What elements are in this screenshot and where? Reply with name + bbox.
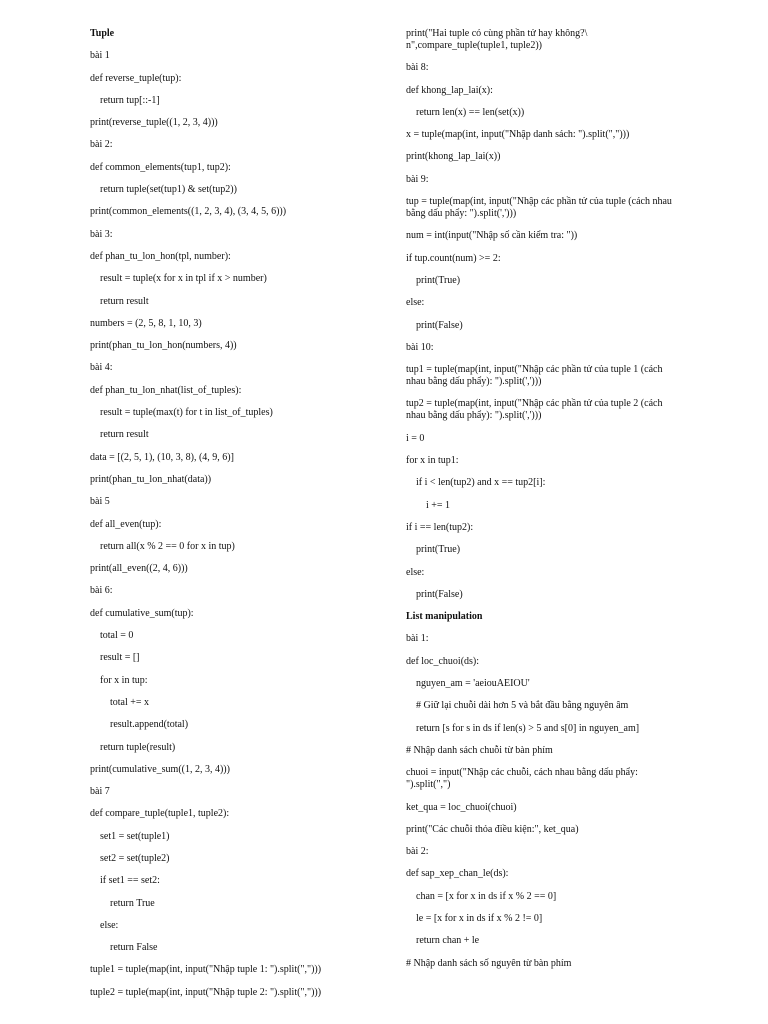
code-line: le = [x for x in ds if x % 2 != 0] bbox=[416, 912, 543, 924]
code-line: i = 0 bbox=[406, 432, 425, 444]
code-line: return True bbox=[110, 897, 155, 909]
code-line: def reverse_tuple(tup): bbox=[90, 72, 182, 84]
code-line: chan = [x for x in ds if x % 2 == 0] bbox=[416, 890, 557, 902]
code-line: def phan_tu_lon_nhat(list_of_tuples): bbox=[90, 384, 242, 396]
code-line: return False bbox=[110, 942, 158, 954]
code-line: set1 = set(tuple1) bbox=[100, 830, 170, 842]
code-line: if i == len(tup2): bbox=[406, 521, 474, 533]
right-column bbox=[406, 28, 686, 980]
code-line: print(khong_lap_lai(x)) bbox=[406, 151, 501, 163]
code-line: bài 10: bbox=[406, 341, 434, 353]
code-line: print(cumulative_sum((1, 2, 3, 4))) bbox=[90, 763, 230, 775]
code-line: nguyen_am = 'aeiouAEIOU' bbox=[416, 678, 530, 690]
code-line: total = 0 bbox=[100, 630, 134, 642]
code-line: i += 1 bbox=[426, 499, 451, 511]
code-line: return len(x) == len(set(x)) bbox=[416, 106, 525, 118]
code-line: result = tuple(x for x in tpl if x > number) bbox=[100, 273, 267, 285]
code-line: print("Các chuỗi thỏa điều kiện:", ket_qua) bbox=[406, 823, 579, 835]
code-line: if set1 == set2: bbox=[100, 875, 160, 887]
code-line: for x in tup: bbox=[100, 674, 148, 686]
code-line: bài 4: bbox=[90, 362, 113, 374]
code-line: print(reverse_tuple((1, 2, 3, 4))) bbox=[90, 117, 218, 129]
code-line: print("Hai tuple có cùng phần tử hay không?\ n",compare_tuple(tuple1, tuple2)) bbox=[406, 28, 588, 51]
code-line: return tup[::-1] bbox=[100, 94, 160, 106]
code-line: # Nhập danh sách số nguyên từ bàn phím bbox=[406, 957, 572, 969]
code-line: bài 8: bbox=[406, 62, 429, 74]
code-line: ket_qua = loc_chuoi(chuoi) bbox=[406, 801, 517, 813]
code-line: else: bbox=[100, 919, 119, 931]
code-line: return result bbox=[100, 295, 149, 307]
code-line: def khong_lap_lai(x): bbox=[406, 84, 493, 96]
code-line: def phan_tu_lon_hon(tpl, number): bbox=[90, 250, 231, 262]
code-line: set2 = set(tuple2) bbox=[100, 852, 170, 864]
code-line: def common_elements(tup1, tup2): bbox=[90, 161, 231, 173]
code-line: tup = tuple(map(int, input("Nhập các phần tử của tuple (cách nhau bằng dấu phẩy: ").split(','))) bbox=[406, 196, 672, 220]
code-line: # Nhập danh sách chuỗi từ bàn phím bbox=[406, 744, 553, 756]
code-line: result = tuple(max(t) for t in list_of_tuples) bbox=[100, 407, 273, 419]
code-line: tup1 = tuple(map(int, input("Nhập các phần tử của tuple 1 (cách nhau bằng dấu phẩy): ").split(','))) bbox=[406, 364, 663, 388]
code-line: bài 2: bbox=[406, 846, 429, 858]
code-line: print(False) bbox=[416, 319, 463, 331]
code-line: return tuple(set(tup1) & set(tup2)) bbox=[100, 184, 237, 196]
code-line: bài 1: bbox=[406, 633, 429, 645]
code-line: result.append(total) bbox=[110, 719, 189, 731]
code-line: bài 3: bbox=[90, 228, 113, 240]
code-line: if i < len(tup2) and x == tup2[i]: bbox=[416, 477, 546, 489]
code-line: if tup.count(num) >= 2: bbox=[406, 252, 501, 264]
code-line: def all_even(tup): bbox=[90, 518, 162, 530]
code-line: data = [(2, 5, 1), (10, 3, 8), (4, 9, 6)] bbox=[90, 451, 234, 463]
code-line: tuple2 = tuple(map(int, input("Nhập tuple 2: ").split(","))) bbox=[90, 986, 322, 998]
code-line: chuoi = input("Nhập các chuỗi, cách nhau bằng dấu phẩy: ").split(",") bbox=[406, 767, 638, 791]
code-line: print(common_elements((1, 2, 3, 4), (3, 4, 5, 6))) bbox=[90, 206, 287, 218]
code-line: return tuple(result) bbox=[100, 741, 176, 753]
code-line: tuple1 = tuple(map(int, input("Nhập tuple 1: ").split(","))) bbox=[90, 964, 322, 976]
code-line: return chan + le bbox=[416, 935, 480, 947]
code-line: else: bbox=[406, 297, 425, 309]
code-line: num = int(input("Nhập số cần kiểm tra: ")) bbox=[406, 230, 578, 242]
code-line: print(True) bbox=[416, 274, 461, 286]
code-line: return result bbox=[100, 429, 149, 441]
code-line: bài 6: bbox=[90, 585, 113, 597]
section-heading: Tuple bbox=[90, 28, 115, 39]
section-heading: List manipulation bbox=[406, 611, 483, 623]
code-line: print(True) bbox=[416, 544, 461, 556]
code-line: def compare_tuple(tuple1, tuple2): bbox=[90, 808, 230, 820]
code-line: total += x bbox=[110, 696, 150, 708]
left-column bbox=[90, 28, 380, 1009]
code-line: def cumulative_sum(tup): bbox=[90, 607, 194, 619]
code-line: else: bbox=[406, 566, 425, 578]
code-line: # Giữ lại chuỗi dài hơn 5 và bắt đầu bằng nguyên âm bbox=[416, 700, 629, 712]
code-line: bài 7 bbox=[90, 786, 110, 798]
code-line: for x in tup1: bbox=[406, 455, 459, 467]
code-line: return all(x % 2 == 0 for x in tup) bbox=[100, 540, 235, 552]
code-line: bài 5 bbox=[90, 496, 110, 508]
code-line: print(all_even((2, 4, 6))) bbox=[90, 563, 188, 575]
code-line: return [s for s in ds if len(s) > 5 and s[0] in nguyen_am] bbox=[416, 722, 640, 734]
code-line: x = tuple(map(int, input("Nhập danh sách: ").split(","))) bbox=[406, 129, 630, 141]
code-line: def loc_chuoi(ds): bbox=[406, 655, 480, 667]
code-line: tup2 = tuple(map(int, input("Nhập các phần tử của tuple 2 (cách nhau bằng dấu phẩy): ").split(','))) bbox=[406, 398, 663, 422]
code-line: result = [] bbox=[100, 652, 140, 664]
code-line: bài 1 bbox=[90, 50, 110, 62]
code-line: numbers = (2, 5, 8, 1, 10, 3) bbox=[90, 317, 202, 329]
code-line: def sap_xep_chan_le(ds): bbox=[406, 868, 509, 880]
code-line: print(phan_tu_lon_nhat(data)) bbox=[90, 473, 212, 485]
code-line: bài 9: bbox=[406, 173, 429, 185]
code-line: print(False) bbox=[416, 588, 463, 600]
code-line: print(phan_tu_lon_hon(numbers, 4)) bbox=[90, 340, 237, 352]
code-line: bài 2: bbox=[90, 139, 113, 151]
